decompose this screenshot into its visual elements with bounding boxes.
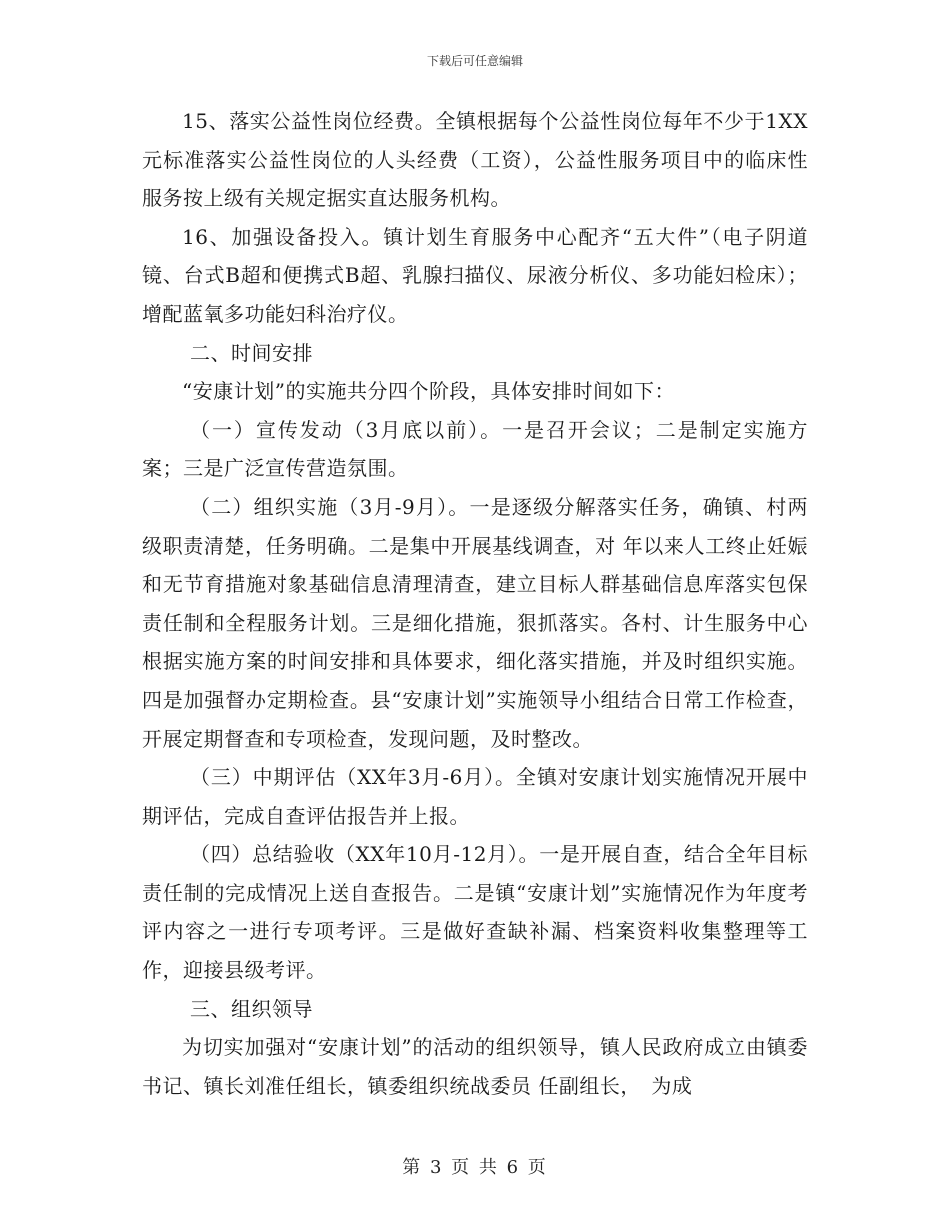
section-heading-schedule: 二、时间安排 (190, 340, 313, 365)
paragraph-leadership-group: 为切实加强对“安康计划”的活动的组织领导，镇人民政府成立由镇委书记、镇长刘准任组长，镇委组织统战委员 任副组长， 为成 (142, 1035, 808, 1098)
document-body (142, 102, 808, 1105)
paragraph-phase-1-publicity: （一）宣传发动（3月底以前）。一是召开会议；二是制定实施方案；三是广泛宣传营造氛围。 (142, 417, 808, 481)
section-heading-organization-leadership: 三、组织领导 (190, 996, 313, 1021)
paragraph-phase-2-implementation: （二）组织实施（3月-9月）。一是逐级分解落实任务，确镇、村两级职责清楚，任务明确。二是集中开展基线调查，对 年以来人工终止妊娠和无节育措施对象基础信息清理清查，建立目标人群基础信息库落实包保责任制和全程服务计划。三是细化措施，狠抓落实。各村、计生服务中心根据实施方案的时间安排和具体要求，细化落实措施，并及时组织实施。四是加强督办定期检查。县“安康计划”实施领导小组结合日常工作检查，开展定期督查和专项检查，发现问题，及时整改。 (142, 494, 808, 751)
paragraph-item-16-equipment-investment: 16、加强设备投入。镇计划生育服务中心配齐“五大件”（电子阴道镜、台式B超和便携式B超、乳腺扫描仪、尿液分析仪、多功能妇检床）；增配蓝氧多功能妇科治疗仪。 (142, 224, 808, 326)
page-number-footer: 第 3 页 共 6 页 (402, 1157, 548, 1178)
page-header: 下载后可任意编辑 (426, 54, 523, 68)
paragraph-schedule-intro: “安康计划”的实施共分四个阶段，具体安排时间如下： (182, 379, 675, 404)
paragraph-phase-4-final-acceptance: （四）总结验收（XX年10月-12月）。一是开展自查，结合全年目标责任制的完成情况上送自查报告。二是镇“安康计划”实施情况作为年度考评内容之一进行专项考评。三是做好查缺补漏、档案资料收集整理等工作，迎接县级考评。 (142, 842, 808, 983)
paragraph-item-15-public-post-funding: 15、落实公益性岗位经费。全镇根据每个公益性岗位每年不少于1XX元标准落实公益性岗位的人头经费（工资），公益性服务项目中的临床性服务按上级有关规定据实直达服务机构。 (142, 109, 808, 211)
paragraph-phase-3-midterm-evaluation: （三）中期评估（XX年3月-6月）。全镇对安康计划实施情况开展中期评估，完成自查评估报告并上报。 (142, 765, 808, 828)
